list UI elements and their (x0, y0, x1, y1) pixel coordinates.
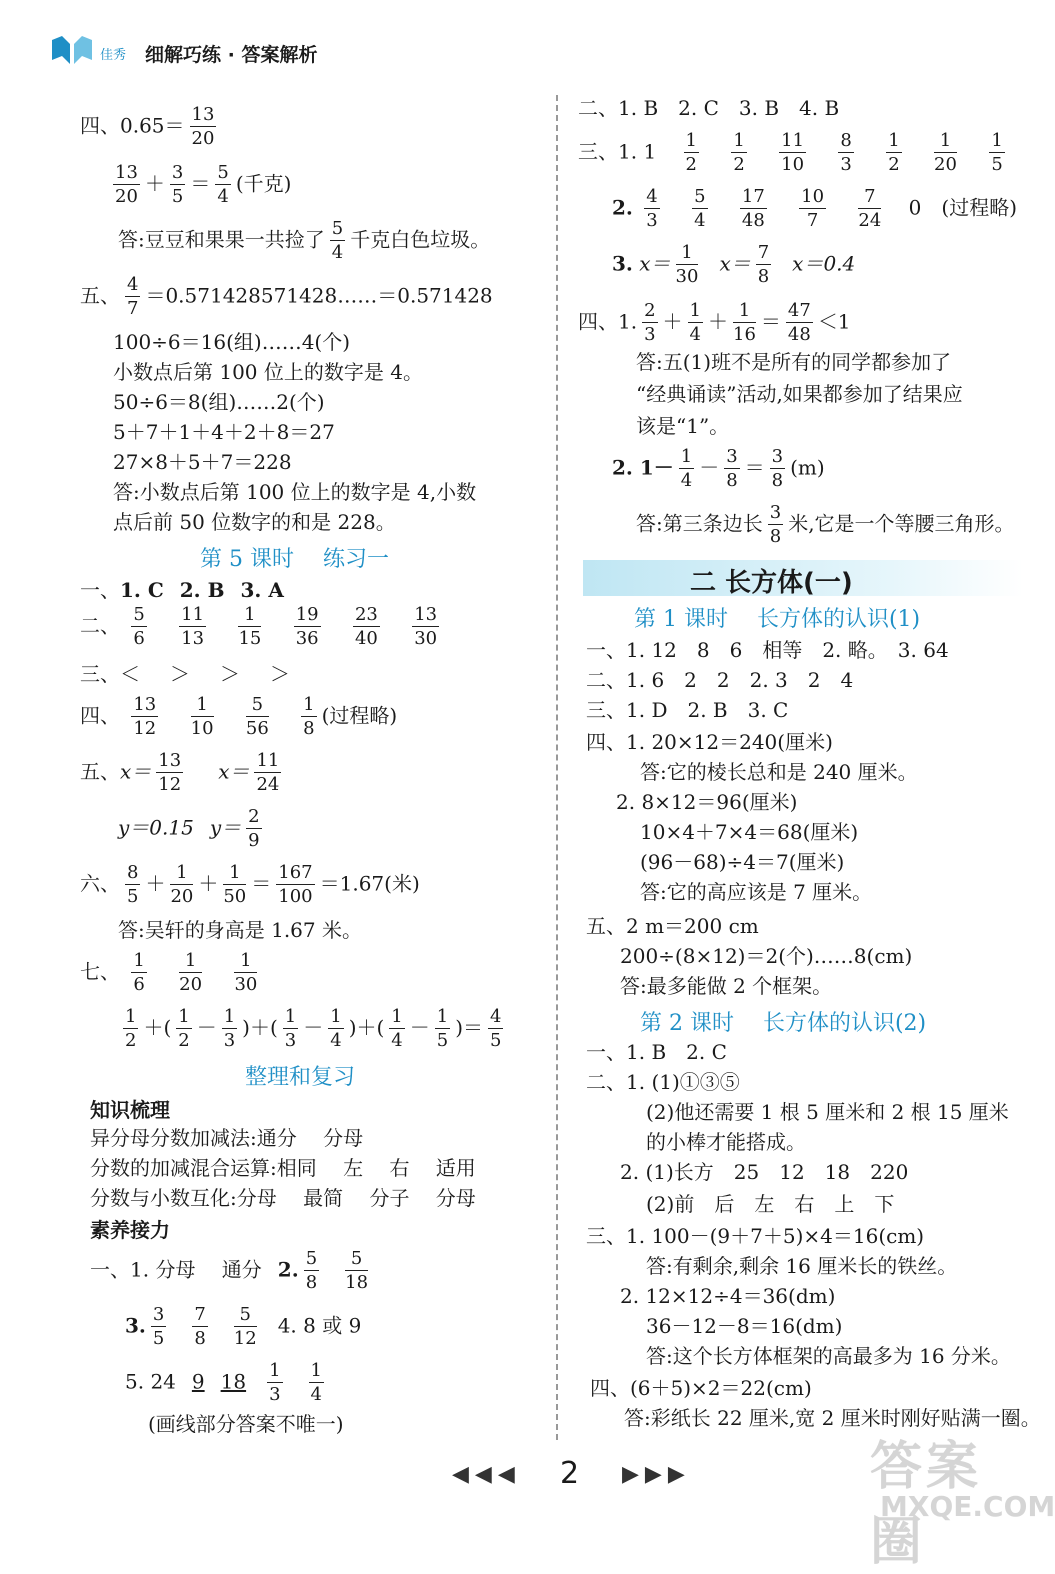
l1-line-2: 三、1. D 2. B 3. C (586, 698, 789, 722)
l1-line-4: 答:它的棱长总和是 240 厘米。 (640, 760, 918, 784)
l5-row7-equation: $\frac{1}{2}$ ＋( $\frac{1}{2}$ － $\frac{1}{3}$ )＋( $\frac{1}{3}$ － $\frac{1}{4}$ )＋( $\frac{1}{4}$ － $\frac{1}{5}$ )＝ $\frac{4}{5}$ (125, 1006, 502, 1051)
l2-line-11: 四、(6＋5)×2＝22(cm) (590, 1376, 812, 1400)
left-q4-answer: 答:豆豆和果果一共捡了 $\frac{5}{4}$ 千克白色垃圾。 (118, 218, 491, 263)
l2-line-3: 的小棒才能搭成。 (646, 1130, 806, 1154)
logo-text: 佳秀 (100, 48, 127, 63)
l2-line-2: (2)他还需要 1 根 5 厘米和 2 根 15 厘米 (646, 1100, 1009, 1124)
l2-line-1: 二、1. (1)①③⑤ (586, 1070, 740, 1094)
left-q5-l5: 答:小数点后第 100 位上的数字是 4,小数 (113, 480, 477, 504)
header-title: 细解巧练 · 答案解析 (145, 44, 318, 66)
l1-line-11: 答:最多能做 2 个框架。 (620, 974, 833, 998)
right-r4-ans-2: “经典诵读”活动,如果都参加了结果应 (636, 382, 963, 406)
book-logo-icon (50, 34, 94, 66)
knowledge-line-2: 分数的加减混合运算:相同 左 右 适用 (90, 1156, 476, 1180)
lesson2-title: 第 2 课时 长方体的认识(2) (640, 1011, 927, 1036)
l1-line-10: 200÷(8×12)＝2(个)……8(cm) (620, 944, 913, 968)
left-q5-l2: 50÷6＝8(组)……2(个) (113, 390, 325, 414)
l5-row3: 三、＜ ＞ ＞ ＞ (80, 662, 290, 686)
lit-note: (画线部分答案不唯一) (148, 1412, 344, 1436)
right-r3-3: 3. x＝ $\frac{1}{30}$ x＝ $\frac{7}{8}$ x＝0.4 (612, 242, 856, 287)
l5-row7: 七、 $\frac{1}{6}$ $\frac{1}{20}$ $\frac{1}{30}$ (80, 950, 258, 995)
l1-line-8: 答:它的高应该是 7 厘米。 (640, 880, 873, 904)
page-number: 2 (560, 1456, 580, 1491)
l2-line-8: 2. 12×12÷4＝36(dm) (620, 1284, 836, 1308)
l1-line-7: (96－68)÷4＝7(厘米) (640, 850, 845, 874)
l5-row6: 六、 $\frac{8}{5}$ ＋ $\frac{1}{20}$ ＋ $\frac{1}{50}$ ＝ $\frac{167}{100}$ ＝1.67(米) (80, 862, 420, 907)
l1-line-9: 五、2 m＝200 cm (586, 914, 759, 938)
right-r4-ans-3: 该是“1”。 (636, 414, 730, 438)
left-q4-line2: $\frac{13}{20}$ ＋ $\frac{3}{5}$ ＝ $\frac{5}{4}$ (千克) (115, 162, 292, 207)
l2-line-6: 三、1. 100－(9＋7＋5)×4＝16(cm) (586, 1224, 925, 1248)
column-divider (556, 95, 558, 1440)
prev-page-arrows-icon[interactable]: ◀◀◀ (452, 1462, 521, 1487)
l5-row6-answer: 答:吴轩的身高是 1.67 米。 (118, 918, 362, 942)
l1-line-5: 2. 8×12＝96(厘米) (616, 790, 798, 814)
lesson5-title: 第 5 课时 练习一 (200, 547, 389, 572)
l5-row4: 四、 $\frac{13}{12}$ $\frac{1}{10}$ $\frac{5}{56}$ $\frac{1}{8}$ (过程略) (80, 694, 398, 739)
left-q5-l6: 点后前 50 位数字的和是 228。 (113, 510, 396, 534)
left-q5-l1: 小数点后第 100 位上的数字是 4。 (113, 360, 423, 384)
l5-row2: 二、 $\frac{5}{6}$ $\frac{11}{13}$ $\frac{1}{15}$ $\frac{19}{36}$ $\frac{23}{40}$ $\frac{13}{30}$ (80, 604, 438, 649)
left-q4-line1: 四、0.65＝ $\frac{13}{20}$ (80, 104, 215, 149)
next-page-arrows-icon[interactable]: ▶▶▶ (622, 1462, 691, 1487)
right-r4-2: 2. 1－ $\frac{1}{4}$ － $\frac{3}{8}$ ＝ $\frac{3}{8}$ (m) (612, 446, 825, 491)
l2-line-4: 2. (1)长方 25 12 18 220 (620, 1160, 909, 1184)
knowledge-heading: 知识梳理 (90, 1098, 170, 1122)
l2-line-12: 答:彩纸长 22 厘米,宽 2 厘米时刚好贴满一圈。 (624, 1406, 1041, 1430)
left-q5-line1: 五、 $\frac{4}{7}$ ＝0.571428571428……＝0.571428 (80, 274, 493, 319)
lesson1-title: 第 1 课时 长方体的认识(1) (634, 607, 921, 632)
lit-row1: 一、1. 分母 通分 2. $\frac{5}{8}$ $\frac{5}{18}$ (90, 1248, 369, 1293)
l5-row1: 一、1. C 2. B 3. A (80, 578, 284, 602)
l2-line-5: (2)前 后 左 右 上 下 (646, 1192, 895, 1216)
l1-line-0: 一、1. 12 8 6 相等 2. 略。 3. 64 (586, 638, 949, 662)
lit-row3: 3. $\frac{3}{5}$ $\frac{7}{8}$ $\frac{5}{12}$ 4. 8 或 9 (125, 1304, 362, 1349)
right-r4-ans-1: 答:五(1)班不是所有的同学都参加了 (636, 350, 952, 374)
lit-row5: 5. 24 9 18 $\frac{1}{3}$ $\frac{1}{4}$ (125, 1360, 322, 1405)
l2-line-10: 答:这个长方体框架的高最多为 16 分米。 (646, 1344, 1011, 1368)
knowledge-line-3: 分数与小数互化:分母 最简 分子 分母 (90, 1186, 476, 1210)
right-r2: 二、1. B 2. C 3. B 4. B (578, 96, 840, 120)
right-r3-2: 2. $\frac{4}{3}$ $\frac{5}{4}$ $\frac{17}{48}$ $\frac{10}{7}$ $\frac{7}{24}$ 0 (过程略) (612, 186, 1018, 231)
l2-line-0: 一、1. B 2. C (586, 1040, 727, 1064)
left-q5-l0: 100÷6＝16(组)……4(个) (113, 330, 351, 354)
chapter-title: 二 长方体(一) (690, 568, 853, 598)
watermark: 答案圈 MXQE.COM (870, 1437, 1055, 1572)
l5-row5: 五、x＝ $\frac{13}{12}$ x＝ $\frac{11}{24}$ (80, 750, 280, 795)
right-r3-1: 三、1. 1 $\frac{1}{2}$ $\frac{1}{2}$ $\frac{11}{10}$ $\frac{8}{3}$ $\frac{1}{2}$ $\frac{1}{20}$ $\frac{1}{5}$ (578, 130, 1003, 175)
l5-row5-y: y＝0.15 y＝ $\frac{2}{9}$ (118, 806, 260, 851)
right-r4-1: 四、1. $\frac{2}{3}$ ＋ $\frac{1}{4}$ ＋ $\frac{1}{16}$ ＝ $\frac{47}{48}$ ＜1 (578, 300, 851, 345)
l1-line-1: 二、1. 6 2 2 2. 3 2 4 (586, 668, 854, 692)
literacy-heading: 素养接力 (90, 1218, 170, 1242)
left-q5-l3: 5＋7＋1＋4＋2＋8＝27 (113, 420, 335, 444)
l1-line-3: 四、1. 20×12＝240(厘米) (586, 730, 833, 754)
repeating-digits: 571428 (416, 283, 493, 308)
l2-line-7: 答:有剩余,剩余 16 厘米长的铁丝。 (646, 1254, 958, 1278)
left-q5-l4: 27×8＋5＋7＝228 (113, 450, 292, 474)
right-r4-2-answer: 答:第三条边长 $\frac{3}{8}$ 米,它是一个等腰三角形。 (636, 502, 1015, 547)
knowledge-line-1: 异分母分数加减法:通分 分母 (90, 1126, 364, 1150)
review-title: 整理和复习 (245, 1065, 356, 1090)
l1-line-6: 10×4＋7×4＝68(厘米) (640, 820, 859, 844)
l2-line-9: 36－12－8＝16(dm) (646, 1314, 843, 1338)
